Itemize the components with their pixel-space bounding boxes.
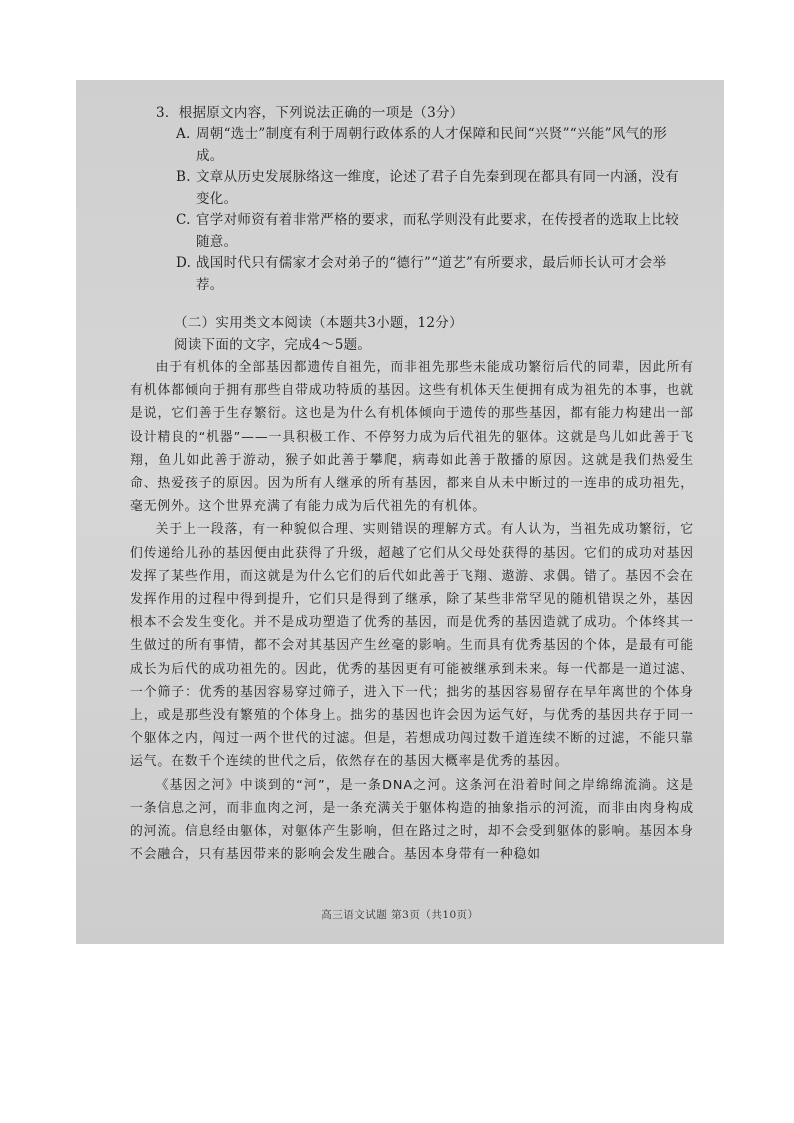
passage-paragraph-1: 由于有机体的全部基因都遗传自祖先，而非祖先那些未能成功繁衍后代的同辈，因此所有有机体都倾向于拥有那些自带成功特质的基因。这些有机体天生便拥有成为祖先的本事，也就是说，它们善于生存繁衍。这也是为什么有机体倾向于遗传的那些基因，都有能力构建出一部设计精良的“机器”——一具积极工作、不停努力成为后代祖先的躯体。这就是鸟儿如此善于飞翔，鱼儿如此善于游动，猴子如此善于攀爬，病毒如此善于散播的原因。这就是我们热爱生命、热爱孩子的原因。因为所有人继承的所有基因，都来自从未中断过的一连串的成功祖先，毫无例外。这个世界充满了有能力成为后代祖先的有机体。 [130, 360, 694, 515]
option-c [176, 210, 688, 253]
option-b-text: 文章从历史发展脉络这一维度，论述了君子自先秦到现在都具有同一内涵，没有变化。 [196, 169, 679, 207]
option-d [176, 253, 688, 296]
option-c-letter: C. [176, 212, 191, 228]
section-title: （二）实用类文本阅读（本题共3小题，12分） [174, 315, 463, 331]
exam-paper [76, 80, 724, 944]
passage-paragraph-3: 《基因之河》中谈到的“河”，是一条DNA之河。这条河在沿着时间之岸绵绵流淌。这是一条信息之河，而非血肉之河，是一条充满关于躯体构造的抽象指示的河流，而非由肉身构成的河流。信息经由躯体，对躯体产生影响，但在路过之时，却不会受到躯体的影响。基因本身不会融合，只有基因带来的影响会发生融合。基因本身带有一种稳如 [130, 777, 694, 863]
page-footer: 高三语文试题 第3页（共10页） [321, 909, 479, 921]
option-d-letter: D. [176, 255, 192, 271]
question-3-stem: 3．根据原文内容，下列说法正确的一项是（3分） [156, 105, 464, 121]
option-c-text: 官学对师资有着非常严格的要求，而私学则没有此要求，在传授者的选取上比较随意。 [196, 212, 679, 250]
reading-passage [130, 356, 694, 866]
option-b-letter: B. [176, 169, 191, 185]
option-a [176, 124, 688, 167]
option-d-text: 战国时代只有儒家才会对弟子的“德行”“道艺”有所要求，最后师长认可才会举荐。 [196, 255, 667, 293]
section-instruction: 阅读下面的文字，完成4～5题。 [174, 337, 372, 353]
option-a-letter: A. [176, 126, 191, 142]
photographed-page [76, 80, 724, 944]
option-b [176, 167, 688, 210]
passage-paragraph-2: 关于上一段落，有一种貌似合理、实则错误的理解方式。有人认为，当祖先成功繁衍，它们传递给儿孙的基因便由此获得了升级，超越了它们从父母处获得的基因。它们的成功对基因发挥了某些作用，而这就是为什么它们的后代如此善于飞翔、遨游、求偶。错了。基因不会在发挥作用的过程中得到提升，它们只是得到了继承，除了某些非常罕见的随机错误之外，基因根本不会发生变化。并不是成功塑造了优秀的基因，而是优秀的基因造就了成功。个体终其一生做过的所有事情，都不会对其基因产生丝毫的影响。生而具有优秀基因的个体，是最有可能成长为后代的成功祖先的。因此，优秀的基因更有可能被继承到未来。每一代都是一道过滤、一个筛子：优秀的基因容易穿过筛子，进入下一代；拙劣的基因容易留存在早年离世的个体身上，或是那些没有繁殖的个体身上。拙劣的基因也许会因为运气好，与优秀的基因共存于同一个躯体之内，闯过一两个世代的过滤。但是，若想成功闯过数千道连续不断的过滤，不能只靠运气。在数千个连续的世代之后，依然存在的基因大概率是优秀的基因。 [130, 522, 694, 770]
option-a-text: 周朝“选士”制度有利于周朝行政体系的人才保障和民间“兴贤”“兴能”风气的形成。 [196, 126, 668, 164]
